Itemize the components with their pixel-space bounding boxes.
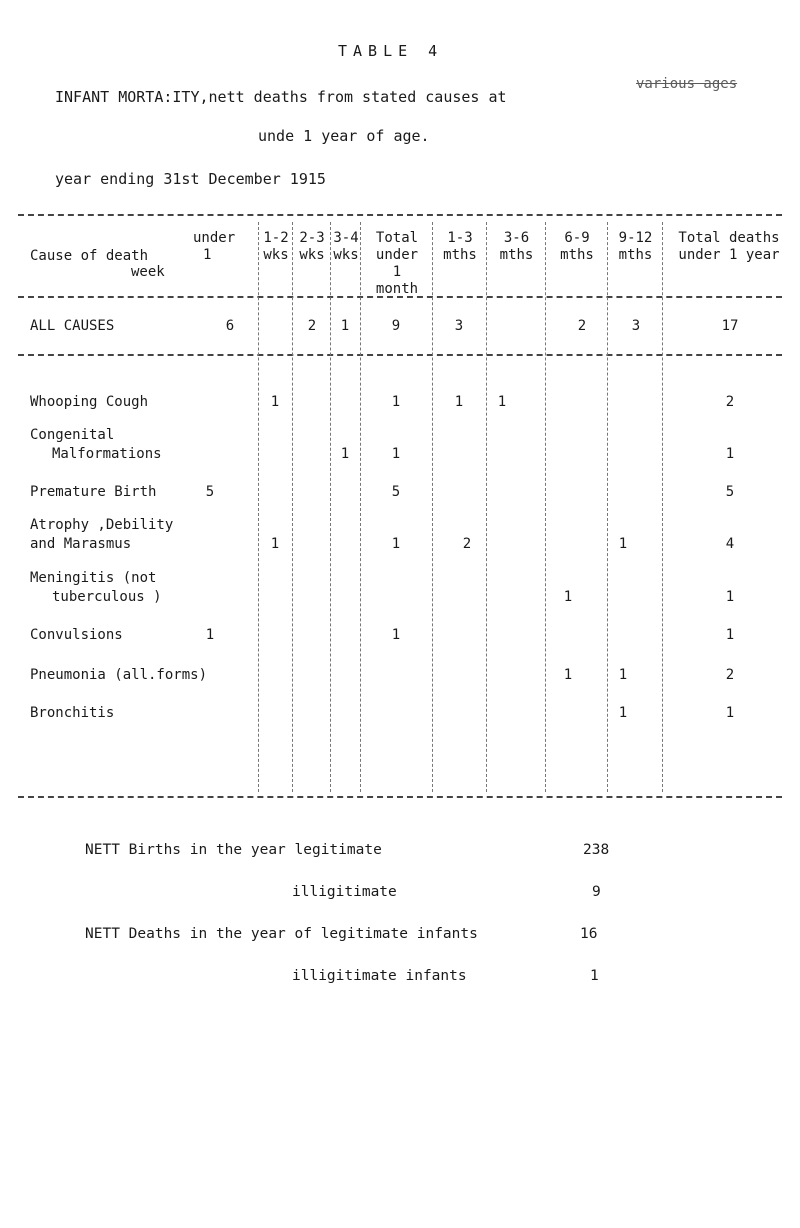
cell-9-12-mths: 1 [618, 667, 628, 683]
row-label: Whooping Cough [30, 394, 149, 410]
col-sep-6 [486, 222, 487, 792]
table-title-line2: unde 1 year of age. [258, 127, 430, 145]
row-label: Convulsions [30, 627, 123, 643]
footer-births-label: NETT Births in the year legitimate [85, 842, 382, 858]
header-6-9-mths: 6-9 mths [560, 230, 594, 263]
cell-3-6-mths: 1 [497, 394, 507, 410]
cell-total: 4 [725, 536, 735, 552]
cell-1-3-mths: 1 [454, 394, 464, 410]
row-label: Meningitis (not [30, 570, 157, 586]
footer-births-legit: 238 [583, 842, 610, 858]
cell-9-12-mths: 1 [618, 536, 628, 552]
table-label: TABLE 4 [338, 42, 444, 60]
cell-total: 2 [725, 394, 735, 410]
col-sep-7 [545, 222, 546, 792]
cell-under-1-week: 5 [205, 484, 215, 500]
cell-total-under-1-month: 5 [391, 484, 401, 500]
col-sep-1 [258, 222, 259, 792]
row-label-cont: tuberculous ) [52, 589, 162, 605]
cell-1-2-wks: 1 [270, 394, 280, 410]
row-label: Atrophy ,Debility [30, 517, 174, 533]
col-sep-3 [330, 222, 331, 792]
cell-1-3-mths: 2 [462, 536, 472, 552]
row-label: Premature Birth [30, 484, 157, 500]
table-title-line1: INFANT MORTA:ITY,nett deaths from stated causes at [55, 88, 507, 106]
row-label: Congenital [30, 427, 115, 443]
header-cause: Cause of death [30, 248, 149, 264]
rule-all-causes-bottom [18, 354, 782, 356]
cell-total: 1 [725, 589, 735, 605]
col-sep-4 [360, 222, 361, 792]
cell-3-4-wks: 1 [340, 446, 350, 462]
all-causes-total-under-1-year: 17 [721, 318, 739, 334]
table-title-line3: year ending 31st December 1915 [55, 170, 326, 188]
header-1-2-wks: 1-2 wks [263, 230, 289, 263]
col-sep-8 [607, 222, 608, 792]
header-3-4-wks: 3-4 wks [333, 230, 359, 263]
cell-total-under-1-month: 1 [391, 536, 401, 552]
cell-6-9-mths: 1 [563, 667, 573, 683]
cell-total: 2 [725, 667, 735, 683]
all-causes-2-3-wks: 2 [307, 318, 317, 334]
row-label-cont: and Marasmus [30, 536, 132, 552]
footer-illegit-label: illigitimate [292, 884, 397, 900]
footer-deaths-label: NETT Deaths in the year of legitimate infants [85, 926, 478, 942]
header-1-3-mths: 1-3 mths [443, 230, 477, 263]
cell-total-under-1-month: 1 [391, 394, 401, 410]
footer-deaths-illegit: 1 [590, 968, 599, 984]
header-2-3-wks: 2-3 wks [299, 230, 325, 263]
cell-total: 5 [725, 484, 735, 500]
all-causes-under-1-week: 6 [225, 318, 235, 334]
row-label-cont: Malformations [52, 446, 162, 462]
header-under-1-week: under 1 week [131, 230, 236, 280]
all-causes-3-4-wks: 1 [340, 318, 350, 334]
all-causes-label: ALL CAUSES [30, 318, 115, 334]
col-sep-5 [432, 222, 433, 792]
rule-top [18, 214, 782, 216]
row-label: Bronchitis [30, 705, 115, 721]
col-sep-9 [662, 222, 663, 792]
header-9-12-mths: 9-12 mths [618, 230, 653, 263]
cell-under-1-week: 1 [205, 627, 215, 643]
footer-births-illegit: 9 [592, 884, 601, 900]
cell-6-9-mths: 1 [563, 589, 573, 605]
cell-total: 1 [725, 627, 735, 643]
cell-total: 1 [725, 705, 735, 721]
cell-1-2-wks: 1 [270, 536, 280, 552]
all-causes-9-12-mths: 3 [631, 318, 641, 334]
all-causes-total-under-1-month: 9 [391, 318, 401, 334]
cell-total: 1 [725, 446, 735, 462]
cell-total-under-1-month: 1 [391, 446, 401, 462]
cell-9-12-mths: 1 [618, 705, 628, 721]
col-sep-2 [292, 222, 293, 792]
overtyped-stamp: various ages [636, 76, 738, 92]
cell-total-under-1-month: 1 [391, 627, 401, 643]
all-causes-6-9-mths: 2 [577, 318, 587, 334]
row-label: Pneumonia (all.forms) [30, 667, 208, 683]
header-total-under-1-year: Total deaths under 1 year [678, 230, 780, 263]
header-total-under-1-month: Total under 1 month [375, 230, 419, 297]
all-causes-1-3-mths: 3 [454, 318, 464, 334]
rule-table-bottom [18, 796, 782, 798]
header-3-6-mths: 3-6 mths [499, 230, 534, 263]
footer-deaths-legit: 16 [580, 926, 598, 942]
footer-deaths-illegit-label: illigitimate infants [292, 968, 467, 984]
